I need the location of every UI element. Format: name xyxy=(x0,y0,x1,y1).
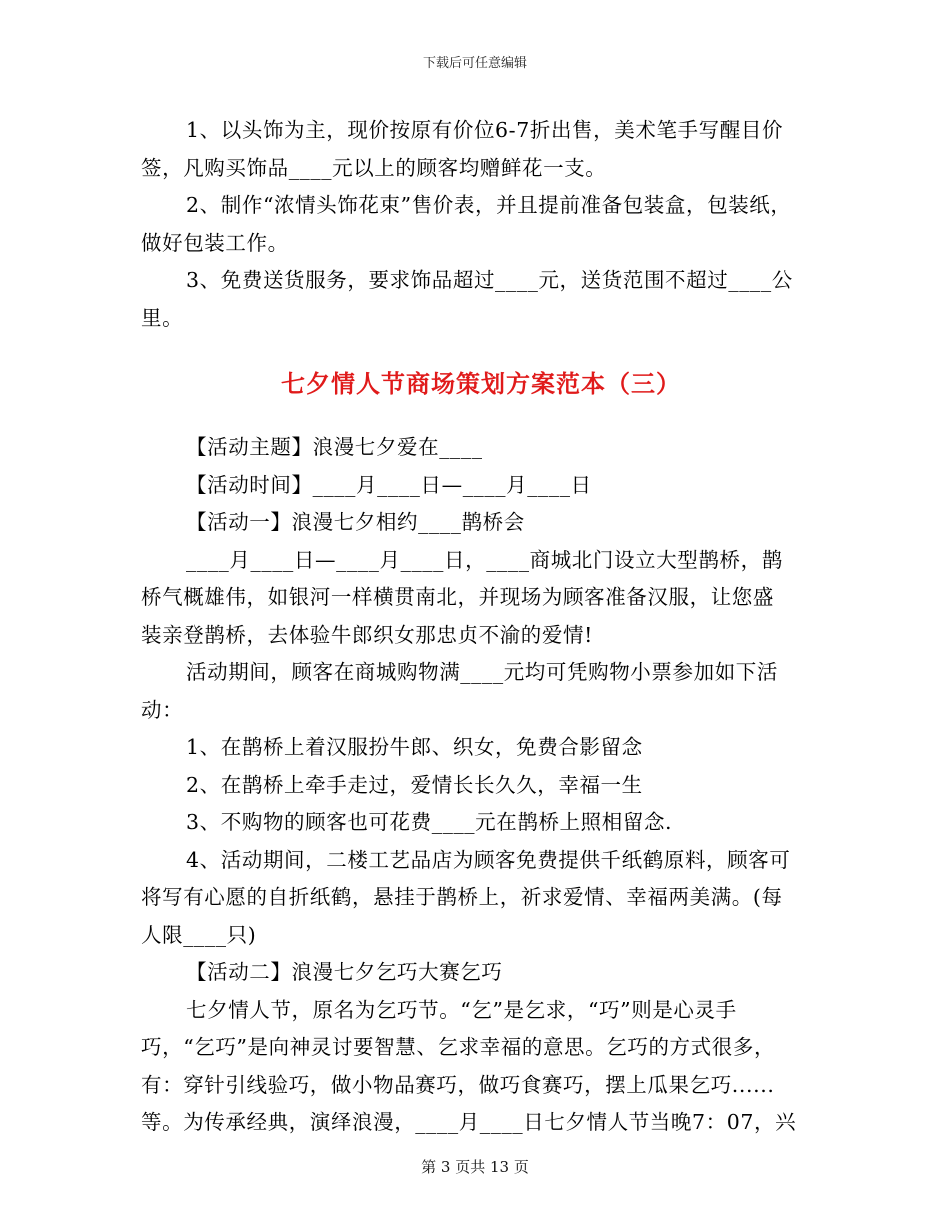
body-line: 2、制作“浓情头饰花束”售价表，并且提前准备包装盒，包装纸， xyxy=(186,193,792,217)
body-line: 1、在鹊桥上着汉服扮牛郎、织女，免费合影留念 xyxy=(186,735,643,759)
body-line: 七夕情人节，原名为乞巧节。“乞”是乞求，“巧”则是心灵手 xyxy=(186,997,737,1022)
body-line: ____月____日—____月____日，____商城北门设立大型鹊桥，鹊 xyxy=(186,547,783,572)
body-line: 1、以头饰为主，现价按原有价位6-7折出售，美术笔手写醒目价 xyxy=(186,118,784,142)
body-line: 【活动二】浪漫七夕乞巧大赛乞巧 xyxy=(186,960,503,984)
document-body xyxy=(141,112,821,1142)
body-line: 有：穿针引线验巧，做小物品赛巧，做巧食赛巧，摆上瓜果乞巧...... xyxy=(141,1072,775,1097)
body-line: 巧，“乞巧”是向神灵讨要智慧、乞求幸福的意思。乞巧的方式很多， xyxy=(141,1035,776,1059)
body-line: 将写有心愿的自折纸鹤，悬挂于鹊桥上，祈求爱情、幸福两美满。(每 xyxy=(141,885,783,909)
section-title: 七夕情人节商场策划方案范本（三） xyxy=(281,369,681,398)
body-line: 4、活动期间，二楼工艺品店为顾客免费提供千纸鹤原料，顾客可 xyxy=(186,847,791,872)
body-line: 2、在鹊桥上牵手走过，爱情长长久久，幸福一生 xyxy=(186,772,643,797)
body-line: 里。 xyxy=(141,305,184,330)
body-line: 装亲登鹊桥，去体验牛郎织女那忠贞不渝的爱情! xyxy=(141,622,593,647)
body-line: 【活动一】浪漫七夕相约____鹊桥会 xyxy=(186,510,525,534)
body-line: 3、免费送货服务，要求饰品超过____元，送货范围不超过____公 xyxy=(186,268,793,292)
body-line: 活动期间，顾客在商城购物满____元均可凭购物小票参加如下活 xyxy=(186,660,778,684)
page-header: 下载后可任意编辑 xyxy=(422,56,527,71)
body-line: 签，凡购买饰品____元以上的顾客均赠鲜花一支。 xyxy=(141,155,607,180)
body-line: 【活动时间】____月____日—____月____日 xyxy=(186,472,592,497)
body-line: 【活动主题】浪漫七夕爱在____ xyxy=(186,435,483,459)
body-line: 等。为传承经典，演绎浪漫，____月____日七夕情人节当晚7：07，兴 xyxy=(141,1110,797,1134)
page-footer: 第 3 页共 13 页 xyxy=(421,1158,529,1176)
body-line: 桥气概雄伟，如银河一样横贯南北，并现场为顾客准备汉服，让您盛 xyxy=(141,585,774,609)
body-line: 3、不购物的顾客也可花费____元在鹊桥上照相留念. xyxy=(186,810,673,834)
body-line: 动： xyxy=(141,697,184,722)
body-line: 人限____只) xyxy=(141,922,257,947)
body-line: 做好包装工作。 xyxy=(141,230,289,255)
